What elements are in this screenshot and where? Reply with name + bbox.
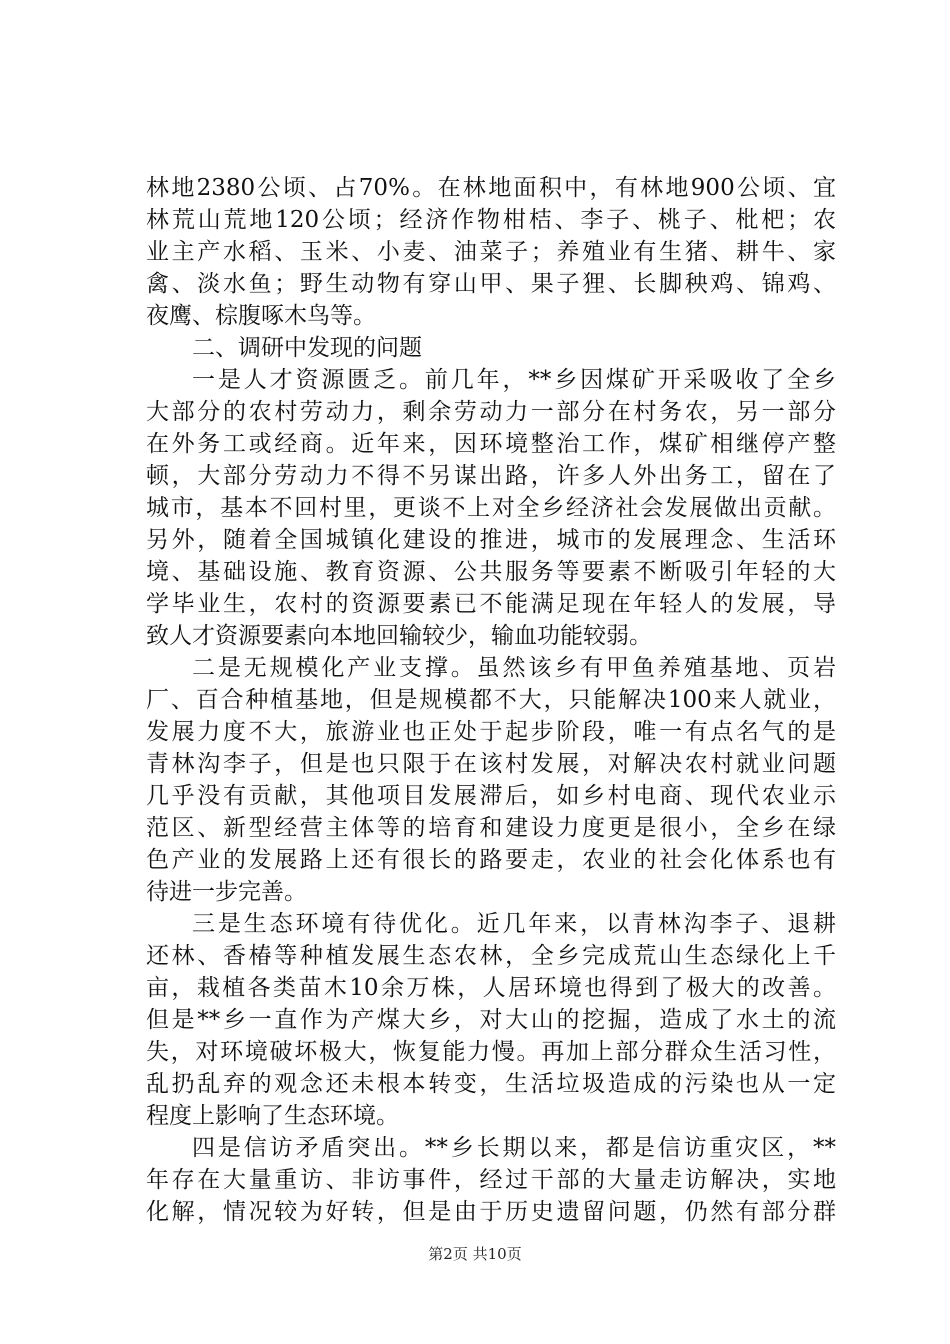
text-line: 但是**乡一直作为产煤大乡，对大山的挖掘，造成了水土的流 — [146, 1007, 836, 1033]
text-line: 青林沟李子，但是也只限于在该村发展，对解决农村就业问题 — [146, 751, 836, 777]
text-line: 年存在大量重访、非访事件，经过干部的大量走访解决，实地 — [146, 1167, 836, 1193]
text-line: 在外务工或经商。近年来，因环境整治工作，煤矿相继停产整 — [146, 431, 836, 457]
text-line: 范区、新型经营主体等的培育和建设力度更是很小，全乡在绿 — [146, 815, 836, 841]
text-line: 待进一步完善。 — [146, 879, 307, 905]
text-line: 业主产水稻、玉米、小麦、油菜子；养殖业有生猪、耕牛、家 — [146, 239, 836, 265]
text-line: 发展力度不大，旅游业也正处于起步阶段，唯一有点名气的是 — [146, 719, 836, 745]
text-line: 另外，随着全国城镇化建设的推进，城市的发展理念、生活环 — [146, 527, 836, 553]
text-line: 林地2380公顷、占70%。在林地面积中，有林地900公顷、宜 — [146, 175, 836, 201]
text-line: 亩，栽植各类苗木10余万株，人居环境也得到了极大的改善。 — [146, 975, 836, 1001]
text-line: 夜鹰、棕腹啄木鸟等。 — [146, 303, 376, 329]
document-body — [146, 172, 836, 1228]
text-line: 境、基础设施、教育资源、公共服务等要素不断吸引年轻的大 — [146, 559, 836, 585]
text-line: 一是人才资源匮乏。前几年，**乡因煤矿开采吸收了全乡 — [192, 367, 836, 393]
text-line: 几乎没有贡献，其他项目发展滞后，如乡村电商、现代农业示 — [146, 783, 836, 809]
page-footer: 第2页 共10页 — [428, 1245, 522, 1263]
text-line: 三是生态环境有待优化。近几年来，以青林沟李子、退耕 — [192, 911, 836, 937]
text-line: 色产业的发展路上还有很长的路要走，农业的社会化体系也有 — [146, 847, 836, 873]
text-line: 顿，大部分劳动力不得不另谋出路，许多人外出务工，留在了 — [146, 463, 836, 489]
text-line: 乱扔乱弃的观念还未根本转变，生活垃圾造成的污染也从一定 — [146, 1071, 836, 1097]
text-line: 学毕业生，农村的资源要素已不能满足现在年轻人的发展，导 — [146, 591, 836, 617]
text-line: 林荒山荒地120公顷；经济作物柑桔、李子、桃子、枇杷；农 — [146, 207, 836, 233]
text-line: 禽、淡水鱼；野生动物有穿山甲、果子狸、长脚秧鸡、锦鸡、 — [146, 271, 836, 297]
text-line: 失，对环境破坏极大，恢复能力慢。再加上部分群众生活习性， — [146, 1039, 836, 1065]
text-line: 二是无规模化产业支撑。虽然该乡有甲鱼养殖基地、页岩 — [192, 655, 836, 681]
text-line: 四是信访矛盾突出。**乡长期以来，都是信访重灾区，** — [192, 1135, 836, 1161]
text-line: 化解，情况较为好转，但是由于历史遗留问题，仍然有部分群 — [146, 1199, 836, 1225]
text-line: 致人才资源要素向本地回输较少，输血功能较弱。 — [146, 623, 652, 649]
text-line: 还林、香椿等种植发展生态农林，全乡完成荒山生态绿化上千 — [146, 943, 836, 969]
text-line: 城市，基本不回村里，更谈不上对全乡经济社会发展做出贡献。 — [146, 495, 836, 521]
text-line: 大部分的农村劳动力，剩余劳动力一部分在村务农，另一部分 — [146, 399, 836, 425]
text-line: 二、调研中发现的问题 — [192, 335, 422, 361]
text-line: 厂、百合种植基地，但是规模都不大，只能解决100来人就业， — [146, 687, 836, 713]
text-line: 程度上影响了生态环境。 — [146, 1103, 399, 1129]
